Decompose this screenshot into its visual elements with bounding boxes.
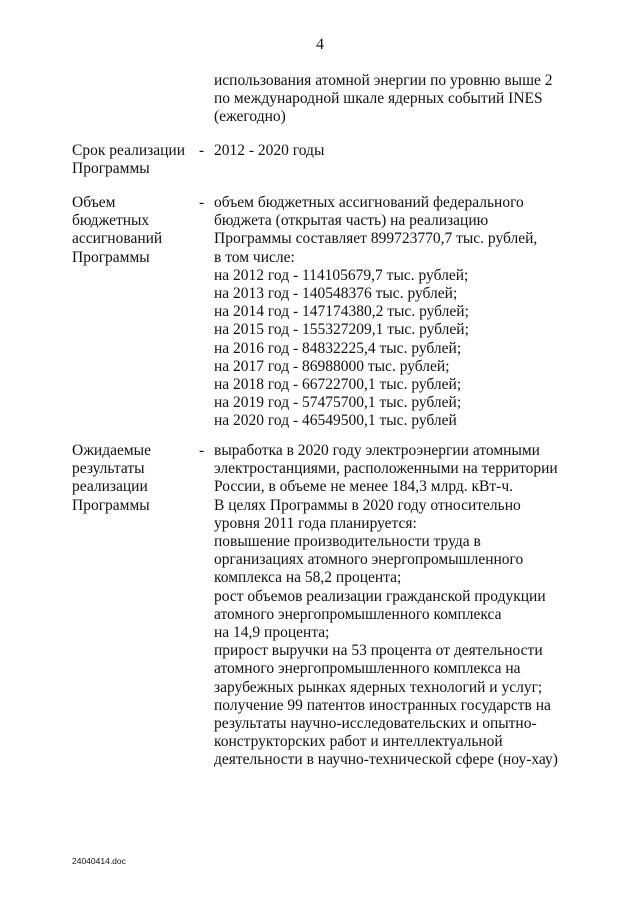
text-line: в том числе:	[214, 248, 295, 266]
text-line: бюджета (открытая часть) на реализацию	[214, 212, 489, 230]
budget-year-line: на 2015 год - 155327209,1 тыс. рублей;	[214, 321, 469, 339]
text-line: зарубежных рынках ядерных технологий и услуг;	[214, 678, 543, 696]
budget-year-line: на 2012 год - 114105679,7 тыс. рублей;	[214, 266, 469, 284]
text-line: объем бюджетных ассигнований федерального	[214, 194, 524, 211]
label-line: результаты	[72, 460, 145, 478]
text-line: электростанциями, расположенными на территории	[214, 460, 558, 478]
section-content	[214, 142, 614, 160]
text-line: использования атомной энергии по уровню выше 2	[214, 72, 553, 89]
section-label	[72, 442, 197, 515]
text-line: атомного энергопромышленного комплекса на	[214, 660, 521, 678]
section-label	[72, 194, 197, 267]
text-line: рост объемов реализации гражданской продукции	[214, 587, 546, 605]
budget-year-line: на 2013 год - 140548376 тыс. рублей;	[214, 285, 458, 303]
intro-text	[214, 72, 614, 127]
label-line: реализации	[72, 478, 148, 496]
label-line: Программы	[72, 248, 150, 266]
label-line: бюджетных	[72, 212, 150, 230]
text-line: на 14,9 процента;	[214, 624, 330, 642]
text-line: получение 99 патентов иностранных государств на	[214, 696, 551, 714]
label-line: Объем	[72, 194, 116, 211]
section-dash: -	[199, 194, 205, 211]
text-line: В целях Программы в 2020 году относительно	[214, 496, 521, 514]
section-label	[72, 142, 197, 178]
label-line: ассигнований	[72, 230, 163, 248]
text-line: Программы составляет 899723770,7 тыс. рублей,	[214, 230, 538, 248]
text-line: организациях атомного энергопромышленного	[214, 551, 524, 569]
text-line: комплекса на 58,2 процента;	[214, 569, 402, 587]
text-line: России, в объеме не менее 184,3 млрд. кВт-ч.	[214, 478, 513, 496]
page-number: 4	[316, 36, 324, 53]
text-line: прирост выручки на 53 процента от деятельности	[214, 642, 543, 660]
document-filename: 24040414.doc	[72, 856, 126, 866]
text-line: деятельности в научно-технической сфере (ноу-хау)	[214, 751, 558, 769]
section-dash: -	[199, 442, 205, 459]
text-line: результаты научно-исследовательских и опытно-	[214, 715, 537, 733]
text-line: по международной шкале ядерных событий INES	[214, 90, 543, 108]
budget-year-line: на 2016 год - 84832225,4 тыс. рублей;	[214, 339, 462, 357]
budget-year-line: на 2020 год - 46549500,1 тыс. рублей	[214, 412, 457, 430]
text-line: выработка в 2020 году электроэнергии атомными	[214, 442, 540, 459]
text-line: уровня 2011 года планируется:	[214, 514, 417, 532]
budget-year-line: на 2018 год - 66722700,1 тыс. рублей;	[214, 376, 462, 394]
section-dash: -	[199, 142, 205, 159]
text-line: атомного энергопромышленного комплекса	[214, 605, 502, 623]
text-line: 2012 - 2020 годы	[214, 142, 325, 159]
section-content	[214, 442, 614, 770]
section-content	[214, 194, 614, 431]
label-line: Программы	[72, 496, 150, 514]
label-line: Срок реализации	[72, 142, 185, 159]
budget-year-line: на 2014 год - 147174380,2 тыс. рублей;	[214, 303, 469, 321]
text-line: (ежегодно)	[214, 108, 286, 126]
budget-year-line: на 2017 год - 86988000 тыс. рублей;	[214, 357, 450, 375]
text-line: повышение производительности труда в	[214, 533, 481, 551]
text-line: конструкторских работ и интеллектуальной	[214, 733, 503, 751]
budget-year-line: на 2019 год - 57475700,1 тыс. рублей;	[214, 394, 462, 412]
label-line: Ожидаемые	[72, 442, 151, 459]
label-line: Программы	[72, 160, 150, 178]
